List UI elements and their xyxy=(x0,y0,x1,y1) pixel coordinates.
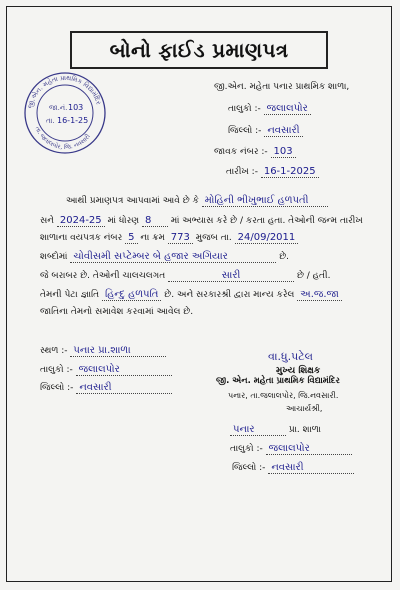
body-text: મુજબ તા. xyxy=(195,233,232,243)
school-line: જી.એન. મહેતા પનાર પ્રાથમિક શાળા, xyxy=(214,82,350,92)
seal-date-label: તા. xyxy=(46,117,55,125)
place-taluka-row xyxy=(40,364,172,376)
header-taluka-value: જલાલપોર xyxy=(264,103,311,115)
header-date-value: 16-1-2025 xyxy=(261,166,319,178)
birth-date: 24/09/2011 xyxy=(235,232,299,244)
body-text: છે / હતી. xyxy=(296,271,331,281)
principal-stamp-line-2: પનાર, તા.જલાલપોર, જિ.નવસારી. xyxy=(228,391,339,400)
body-line-4 xyxy=(40,251,289,263)
school-seal xyxy=(22,70,108,156)
place-value: પનાર પ્રા.શાળા xyxy=(70,345,166,357)
body-text: આથી પ્રમાણપત્ર આપવામાં આવે છે કે xyxy=(66,196,199,206)
place-district-label: જિલ્લો :- xyxy=(40,383,74,393)
body-line-6 xyxy=(40,289,342,301)
header-date xyxy=(226,166,319,178)
conduct: સારી xyxy=(168,270,294,282)
body-text: શબ્દોમાં xyxy=(40,252,68,262)
principal-title: મુખ્ય શિક્ષક xyxy=(276,366,321,376)
birth-date-words: ચોવીસમી સપ્ટેમ્બર બે હજાર અગિયાર xyxy=(70,251,276,263)
seal-ring-bottom: તા. જલાલપોર, જિ. નવસારી xyxy=(33,125,92,152)
header-taluka-label: તાલુકો :- xyxy=(228,104,261,114)
principal-taluka-row xyxy=(230,443,352,455)
body-text: માં ધોરણ xyxy=(107,216,140,226)
principal-stamp-line-1: જી. એન. મહેતા પ્રાથમિક વિદ્યામંદિર xyxy=(216,376,340,386)
body-line-1 xyxy=(66,195,328,207)
academic-year: 2024-25 xyxy=(57,215,105,227)
body-line-5 xyxy=(40,270,330,282)
certificate-title: બોનો ફાઈડ પ્રમાણપત્ર xyxy=(70,31,328,69)
body-line-3 xyxy=(40,232,298,244)
caste-category: અ.જ.જા xyxy=(297,289,342,301)
place-row xyxy=(40,345,166,357)
header-outward-value: 103 xyxy=(271,146,296,158)
standard: 8 xyxy=(142,215,168,227)
body-text: સને xyxy=(40,216,54,226)
student-name: મોહિની ભીખુભાઈ હળપતી xyxy=(202,195,328,207)
header-taluka xyxy=(228,103,311,115)
seal-no-value: 103 xyxy=(68,103,84,112)
principal-school-row xyxy=(230,424,321,436)
header-district xyxy=(228,125,303,137)
principal-school-suffix: પ્રા. શાળા xyxy=(288,425,322,435)
principal-district-row xyxy=(232,462,354,474)
header-outward xyxy=(214,146,296,158)
seal-ring-text: જી.એન. મહેતા પ્રાથમિક વિદ્યામંદિર xyxy=(26,73,103,110)
body-text: શાળાના વયપત્રક નંબર xyxy=(40,233,123,243)
principal-district-label: જિલ્લો :- xyxy=(232,463,266,473)
place-district-row xyxy=(40,382,172,394)
principal-signature: વા.ધુ.પટેલ xyxy=(268,350,313,363)
body-text: તેમની પેટા જ્ઞાતિ xyxy=(40,290,100,300)
header-district-value: નવસારી xyxy=(264,125,302,137)
place-district-value: નવસારી xyxy=(76,382,172,394)
place-label: સ્થળ :- xyxy=(40,346,68,356)
header-outward-label: જાવક નંબર :- xyxy=(214,147,268,157)
body-text: માં અભ્યાસ કરે છે / કરતા હતા. તેઓની જન્મ તારીખ xyxy=(170,216,363,226)
register-rank: 773 xyxy=(168,232,193,244)
body-line-2 xyxy=(40,215,363,227)
seal-date-value: 16-1-25 xyxy=(57,116,89,125)
body-text: છે. અને સરકારશ્રી દ્વારા માન્ય કરેલ xyxy=(164,290,295,300)
body-text: છે. xyxy=(279,252,290,262)
header-district-label: જિલ્લો :- xyxy=(228,126,262,136)
place-taluka-value: જલાલપોર xyxy=(76,364,172,376)
register-number: 5 xyxy=(125,232,137,244)
header-date-label: તારીખ :- xyxy=(226,167,258,177)
principal-district-value: નવસારી xyxy=(268,462,354,474)
principal-taluka-value: જલાલપોર xyxy=(266,443,352,455)
body-line-7: જાતિના તેમનો સમાવેશ કરવામાં આવેલ છે. xyxy=(40,307,194,317)
principal-taluka-label: તાલુકો :- xyxy=(230,444,263,454)
seal-no-label: જા.નં. xyxy=(49,104,68,112)
body-text: જે બરાબર છે. તેઓની ચાલચલગત xyxy=(40,271,166,281)
body-text: ના ક્રમ xyxy=(140,233,165,243)
sub-caste: હિન્દુ હળપતિ xyxy=(102,289,161,301)
principal-school-value: પનાર xyxy=(230,424,286,436)
place-taluka-label: તાલુકો :- xyxy=(40,365,73,375)
principal-stamp-line-3: આચાર્યશ્રી, xyxy=(286,404,323,413)
